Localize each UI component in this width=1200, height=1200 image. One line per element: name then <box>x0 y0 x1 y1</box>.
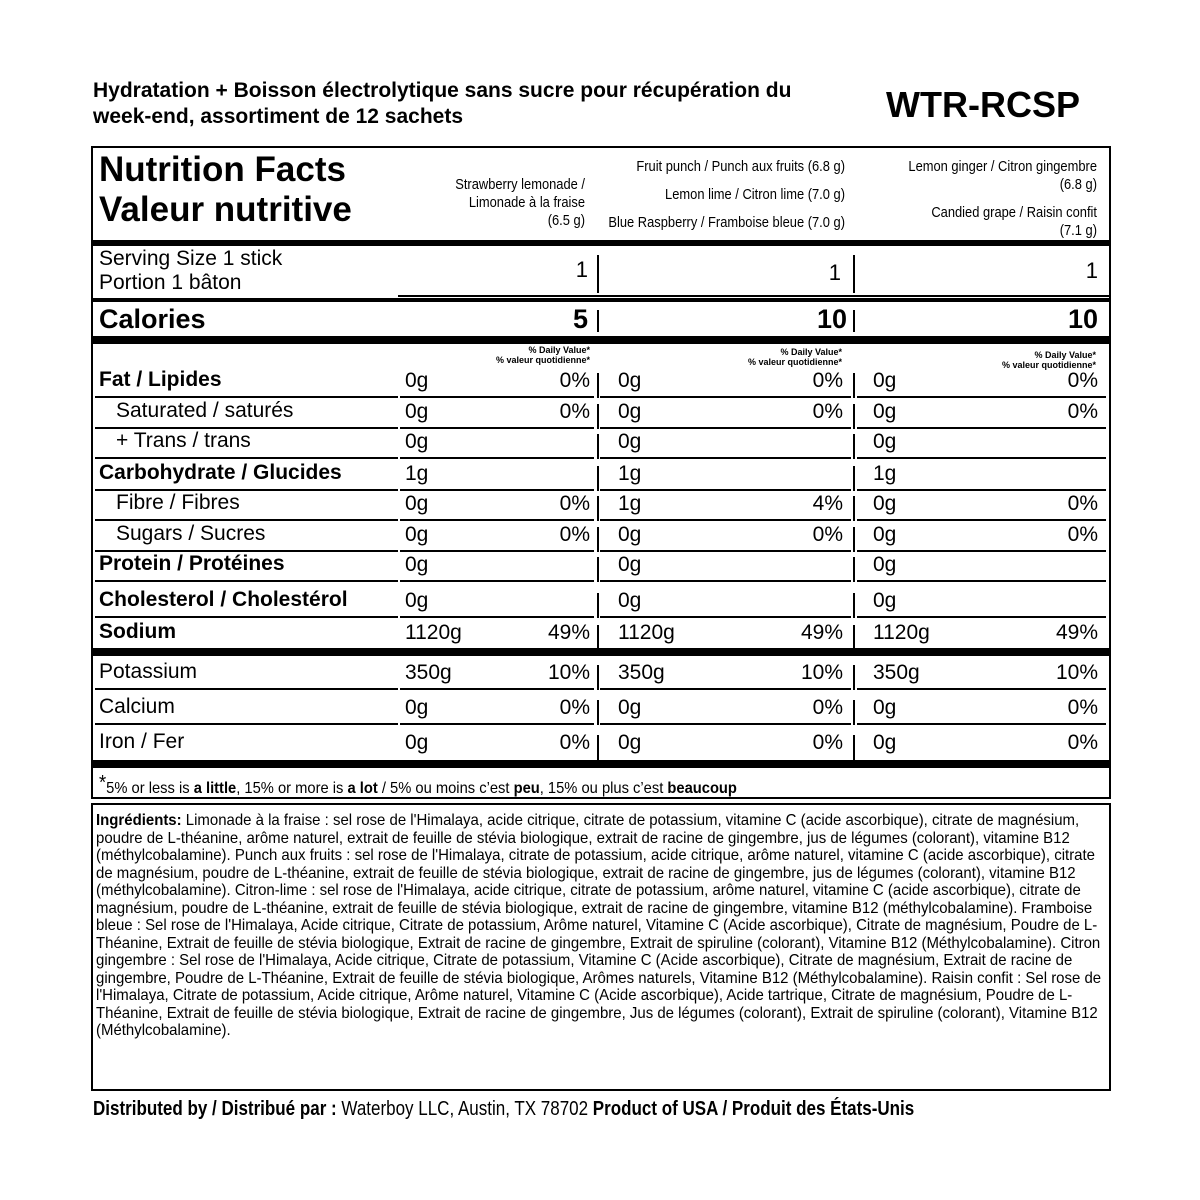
row-divider <box>600 519 851 521</box>
column-header-line: Blue Raspberry / Framboise bleue (7.0 g) <box>608 214 845 231</box>
nutrition-facts-title <box>99 150 352 230</box>
nutrient-label: Iron / Fer <box>99 730 185 753</box>
footnote-emphasis: beaucoup <box>667 780 737 797</box>
daily-value-percent: 0% <box>1067 696 1098 719</box>
column-header-3 <box>839 158 1097 240</box>
row-divider <box>400 457 594 459</box>
row-divider <box>95 457 398 459</box>
daily-value-percent: 0% <box>559 492 590 515</box>
ingredients-label: Ingrédients: <box>96 812 182 829</box>
dv-header-1 <box>440 345 590 365</box>
daily-value-percent: 10% <box>800 661 843 684</box>
row-divider <box>400 489 594 491</box>
dv-header-2 <box>692 347 842 367</box>
column-divider <box>853 255 855 293</box>
column-header-line: Lemon ginger / Citron gingembre <box>908 158 1097 175</box>
row-divider <box>600 396 851 398</box>
column-header-line: Strawberry lemonade / <box>455 176 585 193</box>
daily-value-percent: 0% <box>812 696 843 719</box>
column-divider <box>597 496 599 521</box>
column-divider <box>853 310 855 332</box>
nutrient-amount: 1g <box>873 462 897 485</box>
daily-value-percent: 49% <box>547 621 590 644</box>
serving-value-2: 1 <box>828 260 841 285</box>
row-divider <box>400 519 594 521</box>
daily-value-percent: 0% <box>812 731 843 754</box>
column-divider <box>597 310 599 332</box>
column-divider <box>597 735 599 760</box>
column-divider <box>853 466 855 491</box>
row-divider <box>600 550 851 552</box>
daily-value-footnote <box>99 772 737 799</box>
nutrient-amount: 0g <box>873 523 897 546</box>
column-divider <box>597 373 599 398</box>
calories-value-2: 10 <box>816 304 847 334</box>
nutrient-label: Cholesterol / Cholestérol <box>99 588 348 611</box>
footnote-text: , 15% or more is <box>236 780 348 797</box>
column-divider <box>853 404 855 429</box>
nutrient-amount: 0g <box>405 696 429 719</box>
dv-header-en: % Daily Value* <box>780 347 842 357</box>
thick-rule <box>91 648 1111 656</box>
column-divider <box>597 434 599 459</box>
daily-value-percent: 0% <box>559 369 590 392</box>
daily-value-percent: 4% <box>812 492 843 515</box>
row-divider <box>600 457 851 459</box>
nutrient-amount: 0g <box>405 553 429 576</box>
column-divider <box>853 434 855 459</box>
nutrient-label: + Trans / trans <box>116 429 251 452</box>
nutrient-amount: 0g <box>873 731 897 754</box>
product-code: WTR-RCSP <box>886 84 1080 125</box>
nutrient-amount: 1g <box>618 492 642 515</box>
column-divider <box>597 625 599 650</box>
nutrient-amount: 0g <box>618 400 642 423</box>
daily-value-percent: 0% <box>812 369 843 392</box>
column-divider <box>597 700 599 725</box>
column-divider <box>597 593 599 618</box>
column-header-line: (6.5 g) <box>547 212 585 229</box>
nutrient-label: Protein / Protéines <box>99 552 285 575</box>
column-divider <box>597 557 599 582</box>
column-divider <box>853 527 855 552</box>
nutrient-amount: 1120g <box>618 621 675 644</box>
dv-header-fr: % valeur quotidienne* <box>495 355 590 365</box>
daily-value-percent: 0% <box>559 400 590 423</box>
nutrient-label: Carbohydrate / Glucides <box>99 461 342 484</box>
row-divider <box>857 550 1106 552</box>
row-divider <box>857 489 1106 491</box>
nutrient-amount: 1g <box>618 462 642 485</box>
daily-value-percent: 0% <box>812 523 843 546</box>
nutrient-amount: 0g <box>405 430 429 453</box>
calories-value-3: 10 <box>1067 304 1098 334</box>
column-divider <box>597 255 599 293</box>
nutrient-amount: 1g <box>405 462 429 485</box>
row-divider <box>400 616 594 618</box>
nutrient-amount: 0g <box>873 492 897 515</box>
country-of-origin: Product of USA / Produit des États-Unis <box>592 1098 915 1120</box>
row-divider <box>95 519 398 521</box>
row-divider <box>400 427 594 429</box>
daily-value-percent: 0% <box>559 731 590 754</box>
row-divider <box>400 580 594 582</box>
row-divider <box>95 723 398 725</box>
nutrient-amount: 0g <box>618 523 642 546</box>
nutrient-amount: 1120g <box>873 621 930 644</box>
nutrient-amount: 0g <box>873 553 897 576</box>
row-divider <box>95 396 398 398</box>
nutrient-label: Calcium <box>99 695 175 718</box>
column-divider <box>853 557 855 582</box>
footnote-text: 5% or less is <box>106 780 194 797</box>
column-header-line: Fruit punch / Punch aux fruits (6.8 g) <box>636 158 845 175</box>
nutrient-amount: 0g <box>618 589 642 612</box>
column-header-1 <box>413 176 585 230</box>
column-divider <box>853 735 855 760</box>
row-divider <box>400 396 594 398</box>
nutrient-amount: 1120g <box>405 621 462 644</box>
thick-rule <box>91 760 1111 768</box>
column-header-line: Limonade à la fraise <box>468 194 585 211</box>
daily-value-percent: 0% <box>1067 400 1098 423</box>
column-divider <box>853 496 855 521</box>
dv-header-fr: % valeur quotidienne* <box>1001 360 1096 370</box>
calories-value-1: 5 <box>572 304 588 334</box>
footnote-text: / 5% ou moins c’est <box>377 780 514 797</box>
product-title: Hydratation + Boisson électrolytique sans sucre pour récupération du week-end, assortiment de 12 sachets <box>93 79 792 128</box>
row-divider <box>857 688 1106 690</box>
nutrient-amount: 0g <box>405 369 429 392</box>
row-divider <box>600 489 851 491</box>
serving-value-1: 1 <box>575 257 588 282</box>
nutrient-amount: 0g <box>405 492 429 515</box>
nutrient-label: Fat / Lipides <box>99 368 222 391</box>
footnote-star: * <box>99 772 107 794</box>
row-divider <box>857 457 1106 459</box>
daily-value-percent: 49% <box>800 621 843 644</box>
dv-header-fr: % valeur quotidienne* <box>747 357 842 367</box>
ingredients-list: Limonade à la fraise : sel rose de l'Himalaya, acide citrique, citrate de potassium, vitamine C (acide ascorbique), citrate de magnésium, poudre de L-théanine, arôme naturel, extrait de feuille de stévia biologique, extrait de racine de gingembre, jus de légumes (colorant), vitamine B12 (méthylcobalamine). Punch aux fruits : sel rose de l'Himalaya, citrate de potassium, acide citrique, arôme naturel, vitamine C (acide ascorbique), citrate de magnésium, poudre de L-théanine, extrait de feuille de stévia biologique, extrait de racine de gingembre, jus de légumes (colorant), vitamine B12 (méthylcobalamine). Citron-lime : sel rose de l'Himalaya, acide citrique, citrate de potassium, arôme naturel, vitamine C (acide ascorbique), citrate de magnésium, poudre de L-théanine, extrait de feuille de stévia biologique, extrait de racine de gingembre, vitamine B12 (méthylcobalamine). Framboise bleue : Sel rose de l'Himalaya, Acide citrique, Citrate de potassium, Arôme naturel, Vitamine C (Acide ascorbique), Citrate de magnésium, Poudre de L-Théanine, Extrait de feuille de stévia biologique, Extrait de racine de gingembre, Extrait de spiruline (colorant), Vitamine B12 (Méthylcobalamine). Citron gingembre : Sel rose de l'Himalaya, Acide citrique, Citrate de potassium, Vitamine C (Acide ascorbique), Citrate de magnésium, Extrait de racine de gingembre, Poudre de L-Théanine, Extrait de feuille de stévia biologique, Arômes naturels, Vitamine B12 (Méthylcobalamine). Raisin confit : Sel rose de l'Himalaya, Citrate de potassium, Acide citrique, Arôme naturel, Vitamine C (Acide ascorbique), Acide tartrique, Citrate de magnésium, Poudre de L-Théanine, Extrait de feuille de stévia biologique, Extrait de racine de gingembre, Jus de légumes (colorant), Extrait de spiruline (colorant), Vitamine B12 (Méthylcobalamine). <box>96 812 1102 1039</box>
row-divider <box>600 688 851 690</box>
nutrient-amount: 0g <box>405 523 429 546</box>
nutrient-label: Sodium <box>99 620 176 643</box>
nutrient-amount: 0g <box>873 369 897 392</box>
column-divider <box>853 665 855 690</box>
daily-value-percent: 0% <box>812 400 843 423</box>
distributed-by-label: Distributed by / Distribué par : <box>93 1098 337 1120</box>
nutrient-amount: 0g <box>405 589 429 612</box>
nutrient-amount: 350g <box>618 661 665 684</box>
nutrient-amount: 0g <box>405 731 429 754</box>
row-divider <box>400 688 594 690</box>
nutrient-amount: 0g <box>873 589 897 612</box>
row-divider <box>95 616 398 618</box>
serving-size-en: Serving Size 1 stick <box>99 247 283 270</box>
daily-value-percent: 0% <box>1067 492 1098 515</box>
column-divider <box>597 404 599 429</box>
daily-value-percent: 10% <box>547 661 590 684</box>
column-divider <box>597 527 599 552</box>
row-divider <box>600 723 851 725</box>
nutrient-amount: 350g <box>873 661 920 684</box>
daily-value-percent: 0% <box>1067 523 1098 546</box>
nutrient-label: Fibre / Fibres <box>116 491 240 514</box>
nutrient-label: Saturated / saturés <box>116 399 294 422</box>
row-divider <box>600 616 851 618</box>
column-header-line: (6.8 g) <box>1059 176 1097 193</box>
nutrient-label: Potassium <box>99 660 198 683</box>
medium-rule <box>91 298 1111 302</box>
row-divider <box>857 519 1106 521</box>
dv-header-en: % Daily Value* <box>1034 350 1096 360</box>
column-divider <box>597 665 599 690</box>
nutrient-amount: 0g <box>618 696 642 719</box>
daily-value-percent: 0% <box>559 523 590 546</box>
column-header-line: (7.1 g) <box>1059 222 1097 239</box>
footnote-emphasis: peu <box>513 780 540 797</box>
row-divider <box>600 427 851 429</box>
row-divider <box>857 580 1106 582</box>
row-divider <box>400 550 594 552</box>
column-divider <box>597 466 599 491</box>
row-divider <box>95 580 398 582</box>
row-divider <box>857 723 1106 725</box>
column-divider <box>853 593 855 618</box>
row-divider <box>857 616 1106 618</box>
serving-size-fr: Portion 1 bâton <box>99 271 242 294</box>
title-en: Nutrition Facts <box>99 150 346 189</box>
calories-label: Calories <box>99 304 206 334</box>
nutrient-amount: 350g <box>405 661 452 684</box>
nutrient-amount: 0g <box>618 731 642 754</box>
row-divider <box>398 295 1110 297</box>
row-divider <box>600 580 851 582</box>
nutrient-amount: 0g <box>405 400 429 423</box>
column-header-line: Candied grape / Raisin confit <box>931 204 1097 221</box>
nutrient-amount: 0g <box>618 369 642 392</box>
distributor-company: Waterboy LLC, Austin, TX 78702 <box>336 1098 593 1120</box>
nutrient-amount: 0g <box>618 553 642 576</box>
column-header-line: Lemon lime / Citron lime (7.0 g) <box>665 186 845 203</box>
ingredients-text <box>96 812 1106 1040</box>
nutrient-amount: 0g <box>873 400 897 423</box>
serving-value-3: 1 <box>1085 258 1098 283</box>
nutrient-amount: 0g <box>873 696 897 719</box>
dv-header-en: % Daily Value* <box>528 345 590 355</box>
column-divider <box>853 373 855 398</box>
column-divider <box>853 700 855 725</box>
daily-value-percent: 0% <box>1067 369 1098 392</box>
row-divider <box>95 688 398 690</box>
row-divider <box>400 723 594 725</box>
distribution-line <box>93 1098 914 1121</box>
footnote-emphasis: a lot <box>347 780 378 797</box>
daily-value-percent: 0% <box>559 696 590 719</box>
row-divider <box>857 427 1106 429</box>
row-divider <box>857 396 1106 398</box>
thick-rule <box>91 336 1111 344</box>
thick-rule <box>91 240 1111 246</box>
column-divider <box>853 625 855 650</box>
column-header-2 <box>587 153 845 237</box>
dv-header-3 <box>946 350 1096 370</box>
nutrient-amount: 0g <box>618 430 642 453</box>
footnote-emphasis: a little <box>193 780 237 797</box>
title-fr: Valeur nutritive <box>99 190 352 229</box>
footnote-text: , 15% ou plus c’est <box>539 780 668 797</box>
nutrient-amount: 0g <box>873 430 897 453</box>
serving-size-label <box>99 247 282 295</box>
daily-value-percent: 10% <box>1055 661 1098 684</box>
daily-value-percent: 49% <box>1055 621 1098 644</box>
daily-value-percent: 0% <box>1067 731 1098 754</box>
nutrient-label: Sugars / Sucres <box>116 522 266 545</box>
